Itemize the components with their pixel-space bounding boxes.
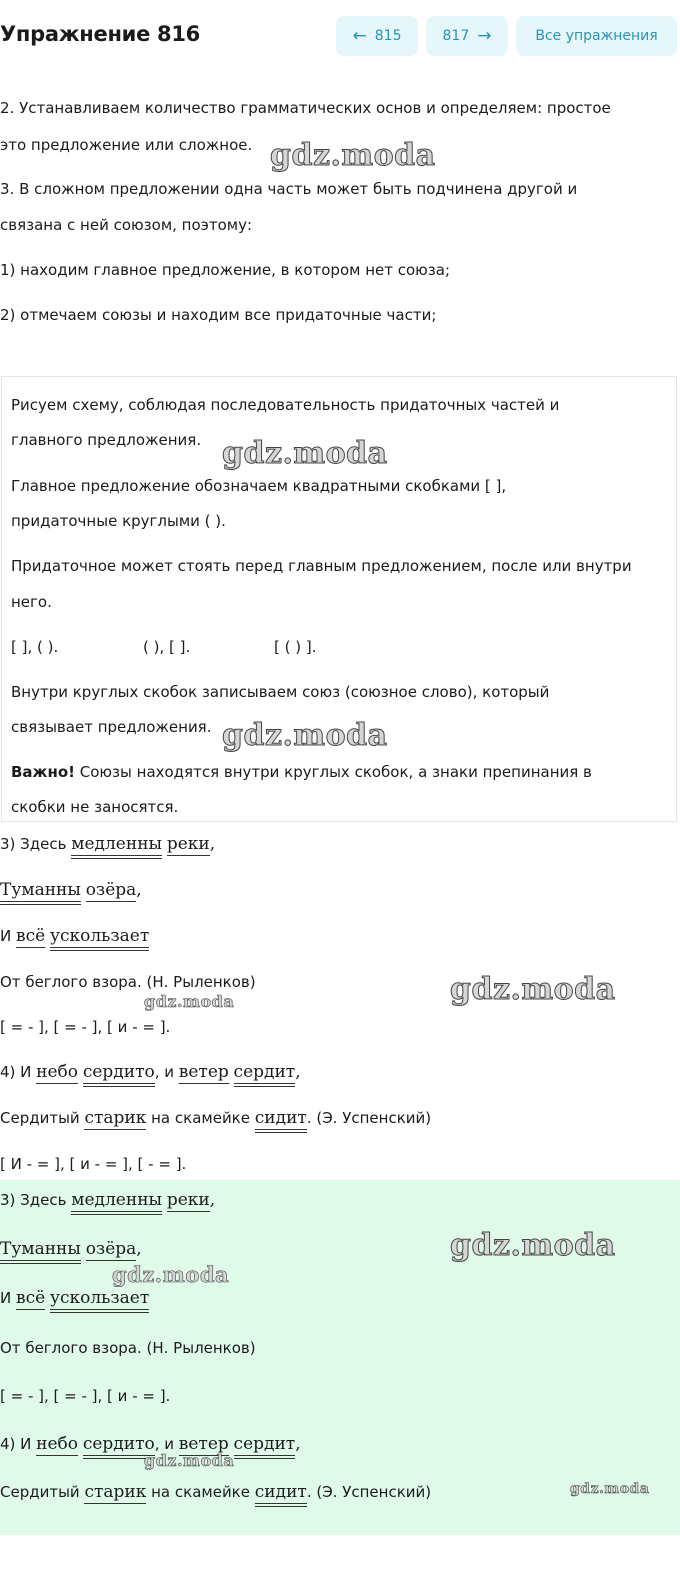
predicate-word: Туманны bbox=[0, 880, 81, 905]
subject-word: озёра bbox=[85, 1239, 137, 1259]
ex4-line-2-repeat: Сердитый старик на скамейке сидит. (Э. Успенский) bbox=[0, 1482, 431, 1502]
predicate-word: сердит bbox=[234, 1062, 296, 1087]
scheme-example-2: ( ), [ ]. bbox=[143, 638, 191, 656]
predicate-word: сердито bbox=[83, 1434, 155, 1459]
subject-word: старик bbox=[84, 1108, 147, 1128]
predicate-word: Туманны bbox=[0, 1239, 81, 1264]
subject-word: всё bbox=[16, 926, 46, 946]
watermark: gdz.moda bbox=[222, 718, 388, 753]
ex3-line-3: И всё ускользает bbox=[0, 926, 149, 946]
note-line: Главное предложение обозначаем квадратными скобками [ ], bbox=[11, 477, 507, 495]
watermark: gdz.moda bbox=[112, 1262, 230, 1287]
important-text: Союзы находятся внутри круглых скобок, а знаки препинания в bbox=[75, 763, 592, 781]
scheme-example-3: [ ( ) ]. bbox=[274, 638, 317, 656]
ex3-line-2-repeat: Туманны озёра, bbox=[0, 1239, 142, 1259]
note-line: него. bbox=[11, 593, 52, 611]
watermark: gdz.moda bbox=[222, 436, 388, 471]
ex3-scheme-repeat: [ = - ], [ = - ], [ и - = ]. bbox=[0, 1387, 171, 1405]
next-exercise-button[interactable]: 817 → bbox=[426, 16, 508, 56]
watermark: gdz.moda bbox=[144, 1451, 235, 1470]
predicate-word: медленны bbox=[71, 1190, 162, 1215]
note-line: Рисуем схему, соблюдая последовательность придаточных частей и bbox=[11, 396, 560, 414]
watermark: gdz.moda bbox=[144, 992, 235, 1011]
arrow-left-icon: ← bbox=[352, 26, 367, 46]
ex3-line-4: От беглого взора. (Н. Рыленков) bbox=[0, 973, 256, 991]
predicate-word: ускользает bbox=[50, 1288, 149, 1313]
subject-word: небо bbox=[36, 1062, 79, 1082]
scheme-example-1: [ ], ( ). bbox=[11, 638, 59, 656]
ex3-line-3-repeat: И всё ускользает bbox=[0, 1288, 149, 1308]
ex3-scheme: [ = - ], [ = - ], [ и - = ]. bbox=[0, 1018, 171, 1036]
important-label: Важно! bbox=[11, 763, 75, 781]
subject-word: небо bbox=[36, 1434, 79, 1454]
prev-exercise-button[interactable]: ← 815 bbox=[336, 16, 418, 56]
subject-word: реки bbox=[166, 834, 210, 854]
note-line: Внутри круглых скобок записываем союз (союзное слово), который bbox=[11, 683, 550, 701]
note-line: придаточные круглыми ( ). bbox=[11, 512, 226, 530]
watermark: gdz.moda bbox=[270, 138, 436, 173]
header bbox=[0, 0, 680, 66]
ex3-line-2: Туманны озёра, bbox=[0, 880, 142, 900]
arrow-right-icon: → bbox=[477, 26, 492, 46]
ex4-line-1: 4) И небо сердито, и ветер сердит, bbox=[0, 1062, 301, 1082]
note-line: главного предложения. bbox=[11, 431, 202, 449]
predicate-word: сердито bbox=[83, 1062, 155, 1087]
step-3-sub-1: 1) находим главное предложение, в котором нет союза; bbox=[0, 261, 451, 279]
note-line: связывает предложения. bbox=[11, 718, 212, 736]
step-2-line-2: это предложение или сложное. bbox=[0, 136, 253, 154]
note-line: Придаточное может стоять перед главным предложением, после или внутри bbox=[11, 557, 632, 575]
note-line: скобки не заносятся. bbox=[11, 798, 179, 816]
ex4-line-2: Сердитый старик на скамейке сидит. (Э. Успенский) bbox=[0, 1108, 431, 1128]
ex4-line-1-repeat: 4) И небо сердито, и ветер сердит, bbox=[0, 1434, 301, 1454]
step-3-line-2: связана с ней союзом, поэтому: bbox=[0, 216, 253, 234]
predicate-word: сердит bbox=[234, 1434, 296, 1459]
subject-word: реки bbox=[166, 1190, 210, 1210]
ex4-scheme: [ И - = ], [ и - = ], [ - = ]. bbox=[0, 1155, 187, 1173]
watermark: gdz.moda bbox=[450, 1228, 616, 1263]
all-exercises-button[interactable]: Все упражнения bbox=[516, 16, 677, 56]
predicate-word: сидит bbox=[255, 1482, 307, 1507]
predicate-word: ускользает bbox=[50, 926, 149, 951]
predicate-word: сидит bbox=[255, 1108, 307, 1133]
subject-word: ветер bbox=[178, 1062, 229, 1082]
subject-word: озёра bbox=[85, 880, 137, 900]
step-2-line-1: 2. Устанавливаем количество грамматических основ и определяем: простое bbox=[0, 99, 611, 117]
step-3-line-1: 3. В сложном предложении одна часть может быть подчинена другой и bbox=[0, 180, 578, 198]
ex3-line-4-repeat: От беглого взора. (Н. Рыленков) bbox=[0, 1339, 256, 1357]
watermark: gdz.moda bbox=[570, 1481, 650, 1497]
ex3-line-1-repeat: 3) Здесь медленны реки, bbox=[0, 1190, 215, 1210]
watermark: gdz.moda bbox=[450, 972, 616, 1007]
subject-word: всё bbox=[16, 1288, 46, 1308]
page-title: Упражнение 816 bbox=[0, 22, 200, 46]
important-line bbox=[11, 762, 592, 782]
step-3-sub-2: 2) отмечаем союзы и находим все придаточные части; bbox=[0, 306, 437, 324]
predicate-word: медленны bbox=[71, 834, 162, 859]
subject-word: старик bbox=[84, 1482, 147, 1502]
ex3-line-1: 3) Здесь медленны реки, bbox=[0, 834, 215, 854]
subject-word: ветер bbox=[178, 1434, 229, 1454]
